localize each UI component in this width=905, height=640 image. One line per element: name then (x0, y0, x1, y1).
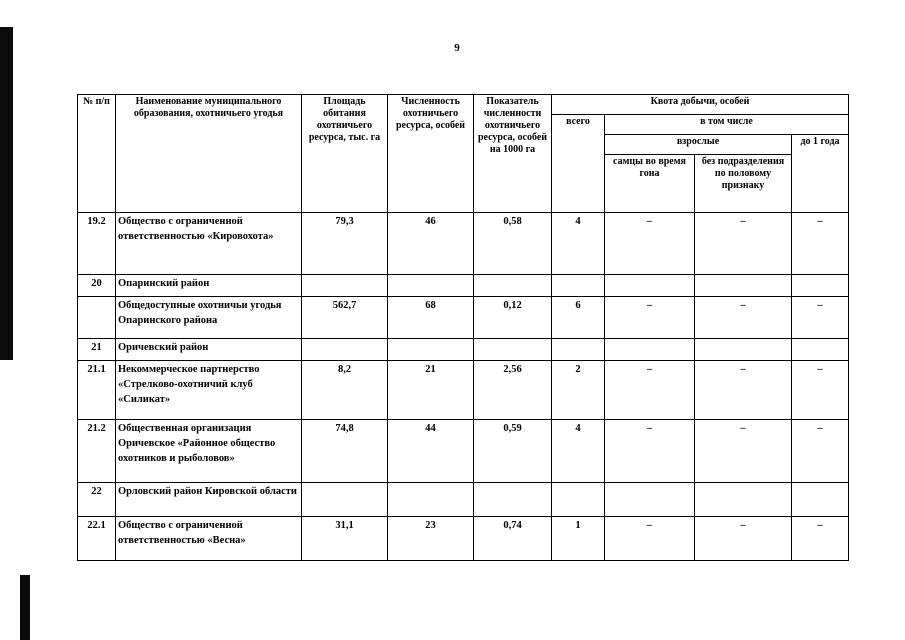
row-total (552, 339, 605, 361)
header-no-sex: без подразделения по половому признаку (695, 155, 792, 213)
row-males: – (605, 297, 695, 339)
row-no-sex: – (695, 361, 792, 420)
row-density (474, 339, 552, 361)
row-total: 1 (552, 517, 605, 561)
row-total: 4 (552, 213, 605, 275)
table-body (78, 213, 849, 561)
row-density: 2,56 (474, 361, 552, 420)
row-count: 21 (388, 361, 474, 420)
header-name: Наименование муниципального образования, охотничьего угодья (116, 95, 302, 213)
header-area: Площадь обитания охотничьего ресурса, тыс. га (302, 95, 388, 213)
table-row (78, 297, 849, 339)
row-area (302, 275, 388, 297)
row-males: – (605, 420, 695, 483)
row-males: – (605, 517, 695, 561)
table-row (78, 213, 849, 275)
header-count: Численность охотничьего ресурса, особей (388, 95, 474, 213)
header-males: самцы во время гона (605, 155, 695, 213)
page-number: 9 (454, 42, 460, 54)
row-area: 562,7 (302, 297, 388, 339)
table-row (78, 275, 849, 297)
row-count (388, 483, 474, 517)
table-row (78, 420, 849, 483)
row-young: – (792, 213, 849, 275)
row-density: 0,59 (474, 420, 552, 483)
row-young: – (792, 297, 849, 339)
row-total: 6 (552, 297, 605, 339)
row-males (605, 275, 695, 297)
row-name: Некоммерческое партнерство «Стрелково-охотничий клуб «Силикат» (116, 361, 302, 420)
row-total: 2 (552, 361, 605, 420)
row-density: 0,12 (474, 297, 552, 339)
row-count: 23 (388, 517, 474, 561)
row-area: 8,2 (302, 361, 388, 420)
row-name: Опаринский район (116, 275, 302, 297)
row-area (302, 483, 388, 517)
row-number: 21 (78, 339, 116, 361)
row-count (388, 339, 474, 361)
header-num: № п/п (78, 95, 116, 213)
header-density: Показатель численности охотничьего ресурса, особей на 1000 га (474, 95, 552, 213)
row-young: – (792, 517, 849, 561)
row-density (474, 483, 552, 517)
row-count: 46 (388, 213, 474, 275)
row-name: Общедоступные охотничьи угодья Опаринского района (116, 297, 302, 339)
row-no-sex: – (695, 297, 792, 339)
row-young (792, 275, 849, 297)
hunting-quota-table (77, 94, 849, 561)
row-young (792, 339, 849, 361)
row-density: 0,58 (474, 213, 552, 275)
row-no-sex (695, 339, 792, 361)
table-row (78, 517, 849, 561)
table-header (78, 95, 849, 213)
row-number: 19.2 (78, 213, 116, 275)
row-young: – (792, 420, 849, 483)
scan-edge-shadow-top (0, 27, 13, 360)
row-males (605, 483, 695, 517)
table-row (78, 483, 849, 517)
row-area (302, 339, 388, 361)
row-no-sex: – (695, 517, 792, 561)
header-quota: Квота добычи, особей (552, 95, 849, 115)
row-no-sex (695, 483, 792, 517)
row-number (78, 297, 116, 339)
row-count: 44 (388, 420, 474, 483)
header-adults: взрослые (605, 135, 792, 155)
row-name: Общество с ограниченной ответственностью «Весна» (116, 517, 302, 561)
row-name: Общество с ограниченной ответственностью «Кировохота» (116, 213, 302, 275)
row-young: – (792, 361, 849, 420)
row-young (792, 483, 849, 517)
row-total (552, 483, 605, 517)
row-number: 22.1 (78, 517, 116, 561)
table-row (78, 361, 849, 420)
row-count (388, 275, 474, 297)
row-number: 20 (78, 275, 116, 297)
row-count: 68 (388, 297, 474, 339)
row-no-sex (695, 275, 792, 297)
table-row (78, 339, 849, 361)
row-name: Оричевский район (116, 339, 302, 361)
row-name: Орловский район Кировской области (116, 483, 302, 517)
row-males: – (605, 213, 695, 275)
row-number: 22 (78, 483, 116, 517)
row-number: 21.2 (78, 420, 116, 483)
row-total: 4 (552, 420, 605, 483)
header-total: всего (552, 115, 605, 213)
row-no-sex: – (695, 420, 792, 483)
header-including: в том числе (605, 115, 849, 135)
row-area: 79,3 (302, 213, 388, 275)
row-total (552, 275, 605, 297)
row-density (474, 275, 552, 297)
row-number: 21.1 (78, 361, 116, 420)
row-density: 0,74 (474, 517, 552, 561)
row-males (605, 339, 695, 361)
scan-edge-shadow-bottom (20, 575, 30, 640)
row-name: Общественная организация Оричевское «Районное общество охотников и рыболовов» (116, 420, 302, 483)
row-area: 74,8 (302, 420, 388, 483)
row-males: – (605, 361, 695, 420)
row-area: 31,1 (302, 517, 388, 561)
row-no-sex: – (695, 213, 792, 275)
header-young: до 1 года (792, 135, 849, 213)
